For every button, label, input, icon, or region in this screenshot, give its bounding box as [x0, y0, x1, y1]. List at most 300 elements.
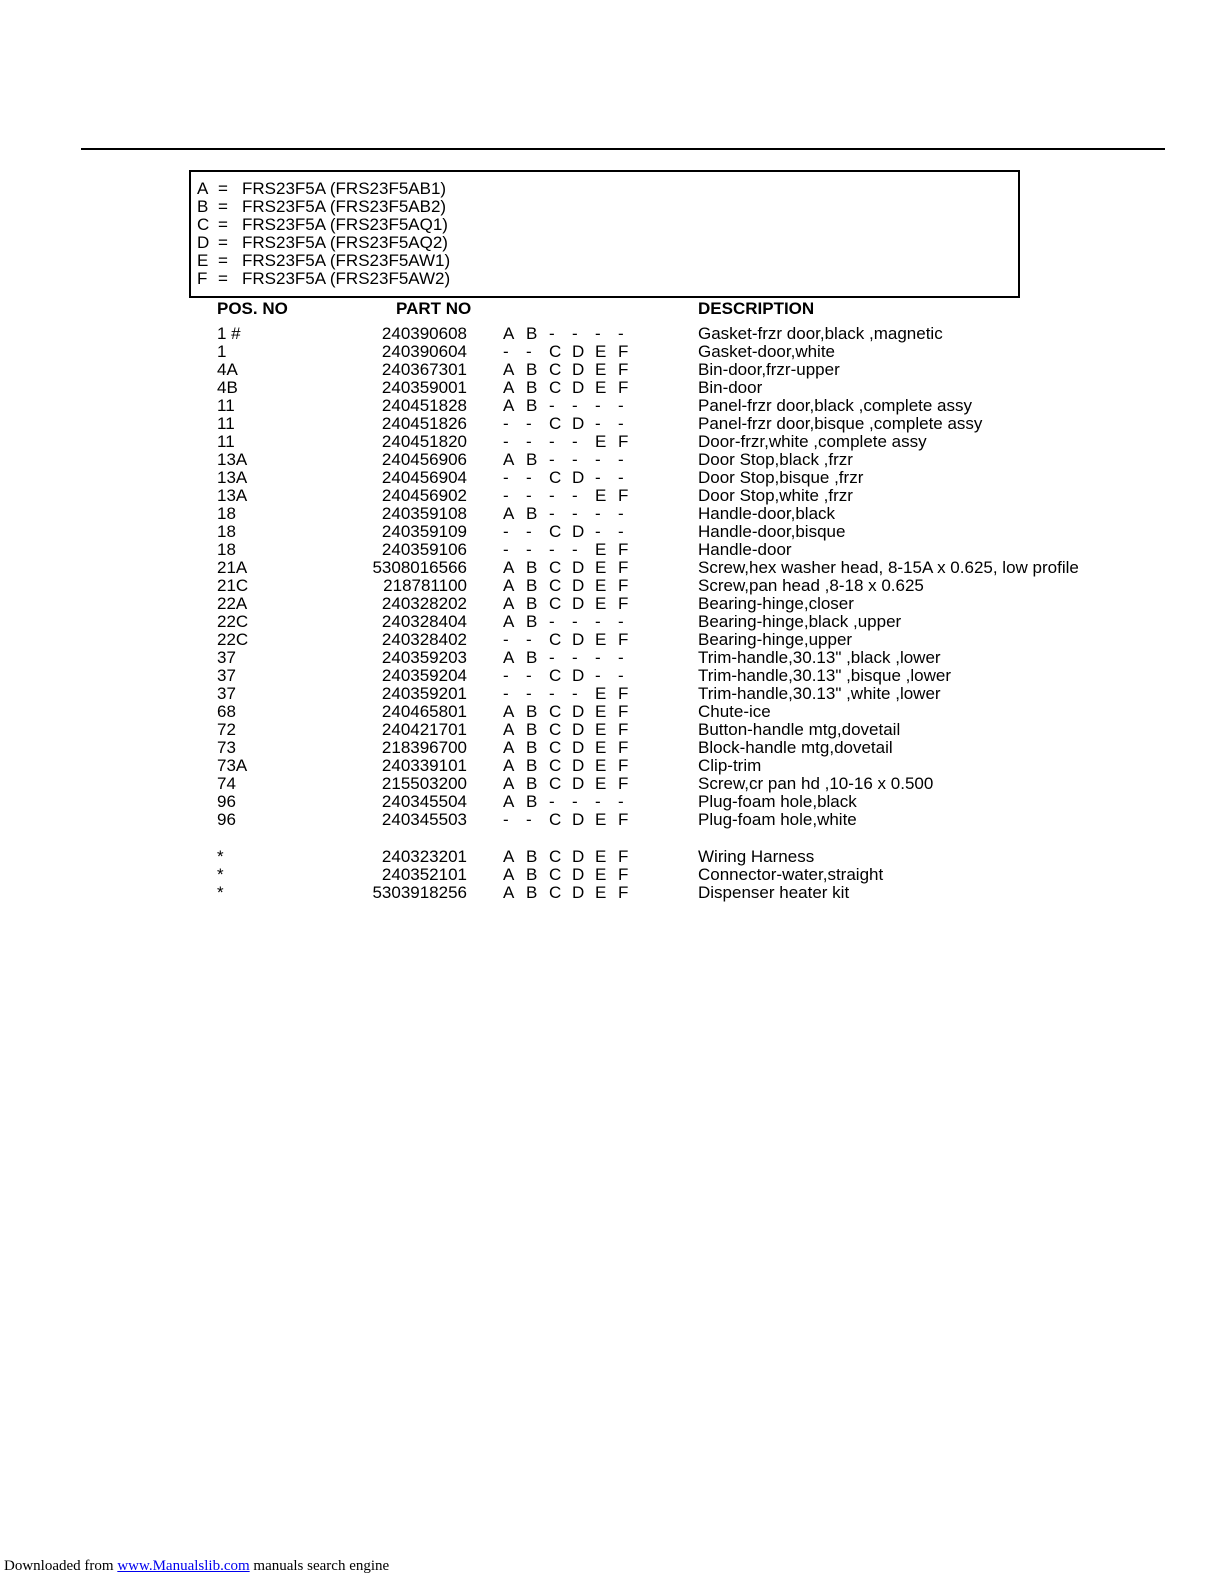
model-code: - [572, 504, 578, 523]
models-cell [503, 866, 643, 884]
pos-no-cell: 11 [217, 432, 235, 451]
model-code: A [503, 576, 515, 595]
top-rule [81, 148, 1165, 150]
model-code: C [549, 558, 562, 577]
model-code: D [572, 342, 585, 361]
model-code: C [549, 360, 562, 379]
header-pos-no: POS. NO [217, 299, 288, 318]
models-cell [503, 649, 643, 667]
model-code: - [503, 432, 509, 451]
model-code: - [595, 450, 601, 469]
pos-no-cell: 68 [217, 702, 236, 721]
part-no-cell: 240359204 [381, 666, 467, 685]
model-code: - [503, 540, 509, 559]
model-code: A [503, 396, 515, 415]
model-code: C [549, 883, 562, 902]
part-no-cell: 240359108 [381, 504, 467, 523]
model-code: C [549, 738, 562, 757]
pos-no-cell: 13A [217, 486, 248, 505]
model-code: B [526, 847, 538, 866]
model-code: - [549, 396, 555, 415]
model-code: D [572, 630, 585, 649]
model-code: A [503, 594, 515, 613]
description-cell: Bin-door,frzr-upper [698, 360, 840, 379]
models-cell [503, 451, 643, 469]
model-code: B [526, 396, 538, 415]
model-code: - [618, 522, 624, 541]
model-code: D [572, 847, 585, 866]
model-code: B [526, 378, 538, 397]
model-code: - [526, 630, 532, 649]
pos-no-cell: 74 [217, 774, 236, 793]
model-code: - [549, 324, 555, 343]
table-row [0, 343, 1225, 361]
model-code: - [503, 468, 509, 487]
model-code: A [503, 847, 515, 866]
model-code: A [503, 504, 515, 523]
model-code: - [526, 540, 532, 559]
manualslib-link[interactable]: www.Manualslib.com [117, 1558, 250, 1574]
model-code: E [595, 847, 607, 866]
model-code: A [503, 648, 515, 667]
table-row [0, 721, 1225, 739]
model-code: E [595, 684, 607, 703]
model-code: F [618, 720, 629, 739]
header-description: DESCRIPTION [698, 299, 815, 318]
model-code: - [572, 432, 578, 451]
model-code: D [572, 594, 585, 613]
legend-line [197, 180, 446, 198]
models-cell [503, 523, 643, 541]
model-code: A [503, 792, 515, 811]
model-code: A [503, 738, 515, 757]
part-no-cell: 240359203 [381, 648, 467, 667]
model-code: - [526, 486, 532, 505]
table-row [0, 541, 1225, 559]
description-cell: Panel-frzr door,bisque ,complete assy [698, 414, 983, 433]
models-cell [503, 811, 643, 829]
description-cell: Door Stop,bisque ,frzr [698, 468, 864, 487]
pos-no-cell: * [217, 883, 224, 902]
legend-model: FRS23F5A (FRS23F5AQ2) [242, 233, 448, 252]
part-no-cell: 240359109 [381, 522, 467, 541]
description-cell: Trim-handle,30.13" ,white ,lower [698, 684, 941, 703]
table-row [0, 487, 1225, 505]
model-code: C [549, 342, 562, 361]
model-code: - [618, 504, 624, 523]
models-cell [503, 577, 643, 595]
models-cell [503, 757, 643, 775]
model-code: E [595, 883, 607, 902]
model-code: - [503, 666, 509, 685]
model-code: - [549, 612, 555, 631]
description-cell: Panel-frzr door,black ,complete assy [698, 396, 973, 415]
model-code: - [526, 666, 532, 685]
pos-no-cell: 1 [217, 342, 227, 361]
model-code: D [572, 883, 585, 902]
model-code: - [618, 648, 624, 667]
model-code: A [503, 612, 515, 631]
model-code: - [618, 468, 624, 487]
model-code: C [549, 630, 562, 649]
model-code: A [503, 558, 515, 577]
header-part-no: PART NO [396, 299, 472, 318]
model-code: - [595, 414, 601, 433]
model-code: B [526, 720, 538, 739]
model-code: D [572, 756, 585, 775]
model-code: - [595, 522, 601, 541]
model-code: B [526, 612, 538, 631]
description-cell: Handle-door,bisque [698, 522, 846, 541]
model-code: - [526, 342, 532, 361]
models-cell [503, 667, 643, 685]
model-code: E [595, 576, 607, 595]
description-cell: Gasket-door,white [698, 342, 836, 361]
part-no-cell: 215503200 [381, 774, 467, 793]
model-code: - [572, 684, 578, 703]
model-code: - [503, 684, 509, 703]
model-code: F [618, 684, 629, 703]
model-code: - [526, 522, 532, 541]
description-cell: Plug-foam hole,white [698, 810, 857, 829]
part-no-cell: 240328404 [381, 612, 467, 631]
part-no-cell: 240451826 [381, 414, 467, 433]
model-code: E [595, 865, 607, 884]
legend-key: D [197, 233, 210, 252]
footer-prefix: Downloaded from [4, 1558, 118, 1574]
description-cell: Door-frzr,white ,complete assy [698, 432, 927, 451]
pos-no-cell: 11 [217, 414, 235, 433]
part-no-cell: 5303918256 [372, 883, 467, 902]
model-code: C [549, 522, 562, 541]
model-code: B [526, 324, 538, 343]
model-code: F [618, 756, 629, 775]
model-code: A [503, 720, 515, 739]
model-code: F [618, 360, 629, 379]
model-code: C [549, 468, 562, 487]
part-no-cell: 240456904 [381, 468, 467, 487]
pos-no-cell: 22A [217, 594, 248, 613]
table-row [0, 866, 1225, 884]
models-cell [503, 848, 643, 866]
model-code: - [503, 522, 509, 541]
pos-no-cell: 13A [217, 450, 248, 469]
model-code: B [526, 792, 538, 811]
models-cell [503, 793, 643, 811]
footer-download-note [4, 1557, 389, 1575]
model-code: - [549, 540, 555, 559]
table-row [0, 703, 1225, 721]
models-cell [503, 505, 643, 523]
model-code: - [618, 396, 624, 415]
pos-no-cell: 37 [217, 666, 236, 685]
model-code: F [618, 865, 629, 884]
model-code: A [503, 756, 515, 775]
legend-model: FRS23F5A (FRS23F5AQ1) [242, 215, 448, 234]
pos-no-cell: 72 [217, 720, 236, 739]
model-code: - [595, 468, 601, 487]
pos-no-cell: 18 [217, 504, 236, 523]
part-no-cell: 240465801 [381, 702, 467, 721]
model-code: - [572, 486, 578, 505]
part-no-cell: 240328402 [381, 630, 467, 649]
pos-no-cell: 22C [217, 612, 249, 631]
description-cell: Screw,hex washer head, 8-15A x 0.625, low profile [698, 558, 1079, 577]
model-code: F [618, 810, 629, 829]
model-code: D [572, 720, 585, 739]
part-no-cell: 240456902 [381, 486, 467, 505]
model-code: E [595, 810, 607, 829]
pos-no-cell: 21A [217, 558, 248, 577]
model-code: C [549, 414, 562, 433]
part-no-cell: 240456906 [381, 450, 467, 469]
description-cell: Bin-door [698, 378, 763, 397]
model-code: D [572, 378, 585, 397]
model-code: E [595, 360, 607, 379]
model-code: C [549, 594, 562, 613]
part-no-cell: 240359106 [381, 540, 467, 559]
legend-key: A [197, 179, 209, 198]
model-code: F [618, 540, 629, 559]
part-no-cell: 240451828 [381, 396, 467, 415]
model-code: C [549, 576, 562, 595]
model-code: - [572, 396, 578, 415]
part-no-cell: 240339101 [381, 756, 467, 775]
table-row [0, 451, 1225, 469]
part-no-cell: 240345503 [381, 810, 467, 829]
model-code: F [618, 883, 629, 902]
model-code: F [618, 342, 629, 361]
description-cell: Bearing-hinge,upper [698, 630, 853, 649]
models-cell [503, 685, 643, 703]
model-code: D [572, 774, 585, 793]
table-row [0, 595, 1225, 613]
part-no-cell: 240359001 [381, 378, 467, 397]
model-code: B [526, 360, 538, 379]
description-cell: Dispenser heater kit [698, 883, 850, 902]
model-code: C [549, 810, 562, 829]
models-cell [503, 559, 643, 577]
description-cell: Trim-handle,30.13" ,black ,lower [698, 648, 941, 667]
model-code: - [549, 432, 555, 451]
model-code: - [595, 324, 601, 343]
table-row [0, 848, 1225, 866]
model-code: A [503, 450, 515, 469]
legend-key: C [197, 215, 210, 234]
model-code: F [618, 558, 629, 577]
legend-equals: = [218, 197, 228, 216]
model-code: B [526, 865, 538, 884]
table-row [0, 685, 1225, 703]
model-code: - [595, 648, 601, 667]
model-code: E [595, 756, 607, 775]
table-row [0, 469, 1225, 487]
part-no-cell: 240352101 [381, 865, 467, 884]
model-code: B [526, 756, 538, 775]
description-cell: Button-handle mtg,dovetail [698, 720, 901, 739]
pos-no-cell: 73 [217, 738, 236, 757]
model-code: B [526, 450, 538, 469]
model-code: - [503, 414, 509, 433]
legend-equals: = [218, 251, 228, 270]
description-cell: Gasket-frzr door,black ,magnetic [698, 324, 943, 343]
model-code: B [526, 774, 538, 793]
model-code: - [503, 486, 509, 505]
model-code: E [595, 540, 607, 559]
description-cell: Trim-handle,30.13" ,bisque ,lower [698, 666, 951, 685]
pos-no-cell: 18 [217, 522, 236, 541]
model-code: F [618, 738, 629, 757]
table-row [0, 613, 1225, 631]
model-code: - [549, 684, 555, 703]
part-no-cell: 240367301 [381, 360, 467, 379]
footer-suffix: manuals search engine [249, 1558, 390, 1574]
model-code: D [572, 738, 585, 757]
part-no-cell: 240390608 [381, 324, 467, 343]
model-code: B [526, 504, 538, 523]
part-no-cell: 240451820 [381, 432, 467, 451]
model-code: - [549, 792, 555, 811]
models-cell [503, 721, 643, 739]
model-code: - [503, 810, 509, 829]
pos-no-cell: 96 [217, 810, 236, 829]
model-code: - [618, 324, 624, 343]
models-cell [503, 343, 643, 361]
model-code: - [572, 450, 578, 469]
legend-line [197, 234, 448, 252]
models-cell [503, 415, 643, 433]
pos-no-cell: * [217, 865, 224, 884]
model-code: D [572, 666, 585, 685]
description-cell: Clip-trim [698, 756, 762, 775]
model-code: A [503, 360, 515, 379]
description-cell: Door Stop,white ,frzr [698, 486, 853, 505]
table-row [0, 793, 1225, 811]
table-row [0, 649, 1225, 667]
table-row [0, 325, 1225, 343]
pos-no-cell: 11 [217, 396, 235, 415]
part-no-cell: 240359201 [381, 684, 467, 703]
description-cell: Screw,pan head ,8-18 x 0.625 [698, 576, 924, 595]
model-code: - [572, 612, 578, 631]
models-cell [503, 631, 643, 649]
pos-no-cell: 4A [217, 360, 238, 379]
legend-equals: = [218, 179, 228, 198]
model-code: A [503, 865, 515, 884]
part-no-cell: 5308016566 [372, 558, 467, 577]
model-code: D [572, 865, 585, 884]
legend-equals: = [218, 215, 228, 234]
legend-model: FRS23F5A (FRS23F5AB2) [242, 197, 447, 216]
model-code: D [572, 522, 585, 541]
legend-equals: = [218, 269, 228, 288]
model-code: F [618, 576, 629, 595]
legend-line [197, 216, 448, 234]
models-cell [503, 397, 643, 415]
model-code: A [503, 774, 515, 793]
model-code: B [526, 594, 538, 613]
pos-no-cell: * [217, 847, 224, 866]
table-row [0, 811, 1225, 829]
model-code: D [572, 576, 585, 595]
legend-key: B [197, 197, 209, 216]
model-code: D [572, 414, 585, 433]
model-code: - [526, 468, 532, 487]
model-code: E [595, 378, 607, 397]
part-no-cell: 218396700 [381, 738, 467, 757]
model-code: F [618, 702, 629, 721]
model-code: A [503, 324, 515, 343]
part-no-cell: 240345504 [381, 792, 467, 811]
model-code: D [572, 810, 585, 829]
model-code: E [595, 702, 607, 721]
model-code: C [549, 378, 562, 397]
model-code: - [526, 432, 532, 451]
model-code: A [503, 883, 515, 902]
model-code: - [595, 792, 601, 811]
model-code: - [526, 684, 532, 703]
part-no-cell: 240323201 [381, 847, 467, 866]
model-code: C [549, 756, 562, 775]
model-code: A [503, 378, 515, 397]
pos-no-cell: 13A [217, 468, 248, 487]
description-cell: Handle-door [698, 540, 792, 559]
pos-no-cell: 37 [217, 648, 236, 667]
model-code: A [503, 702, 515, 721]
table-row [0, 739, 1225, 757]
model-code: - [595, 504, 601, 523]
model-code: F [618, 486, 629, 505]
model-code: D [572, 558, 585, 577]
description-cell: Block-handle mtg,dovetail [698, 738, 893, 757]
description-cell: Handle-door,black [698, 504, 836, 523]
table-row [0, 415, 1225, 433]
legend-equals: = [218, 233, 228, 252]
model-code: F [618, 847, 629, 866]
part-no-cell: 240421701 [381, 720, 467, 739]
table-row [0, 559, 1225, 577]
legend-model: FRS23F5A (FRS23F5AW1) [242, 251, 451, 270]
model-code: E [595, 630, 607, 649]
table-row [0, 757, 1225, 775]
model-code: - [549, 504, 555, 523]
model-code: B [526, 738, 538, 757]
model-code: - [503, 342, 509, 361]
model-code: E [595, 720, 607, 739]
description-cell: Bearing-hinge,black ,upper [698, 612, 902, 631]
description-cell: Plug-foam hole,black [698, 792, 857, 811]
model-code: D [572, 468, 585, 487]
model-code: C [549, 720, 562, 739]
table-row [0, 433, 1225, 451]
legend-line [197, 252, 450, 270]
models-cell [503, 775, 643, 793]
table-row [0, 775, 1225, 793]
model-code: B [526, 883, 538, 902]
models-cell [503, 433, 643, 451]
model-code: C [549, 702, 562, 721]
models-cell [503, 541, 643, 559]
model-code: C [549, 847, 562, 866]
model-code: - [549, 648, 555, 667]
model-code: - [549, 450, 555, 469]
model-code: C [549, 865, 562, 884]
model-code: - [595, 396, 601, 415]
table-row [0, 361, 1225, 379]
table-row [0, 523, 1225, 541]
legend-model: FRS23F5A (FRS23F5AW2) [242, 269, 451, 288]
model-code: - [595, 612, 601, 631]
